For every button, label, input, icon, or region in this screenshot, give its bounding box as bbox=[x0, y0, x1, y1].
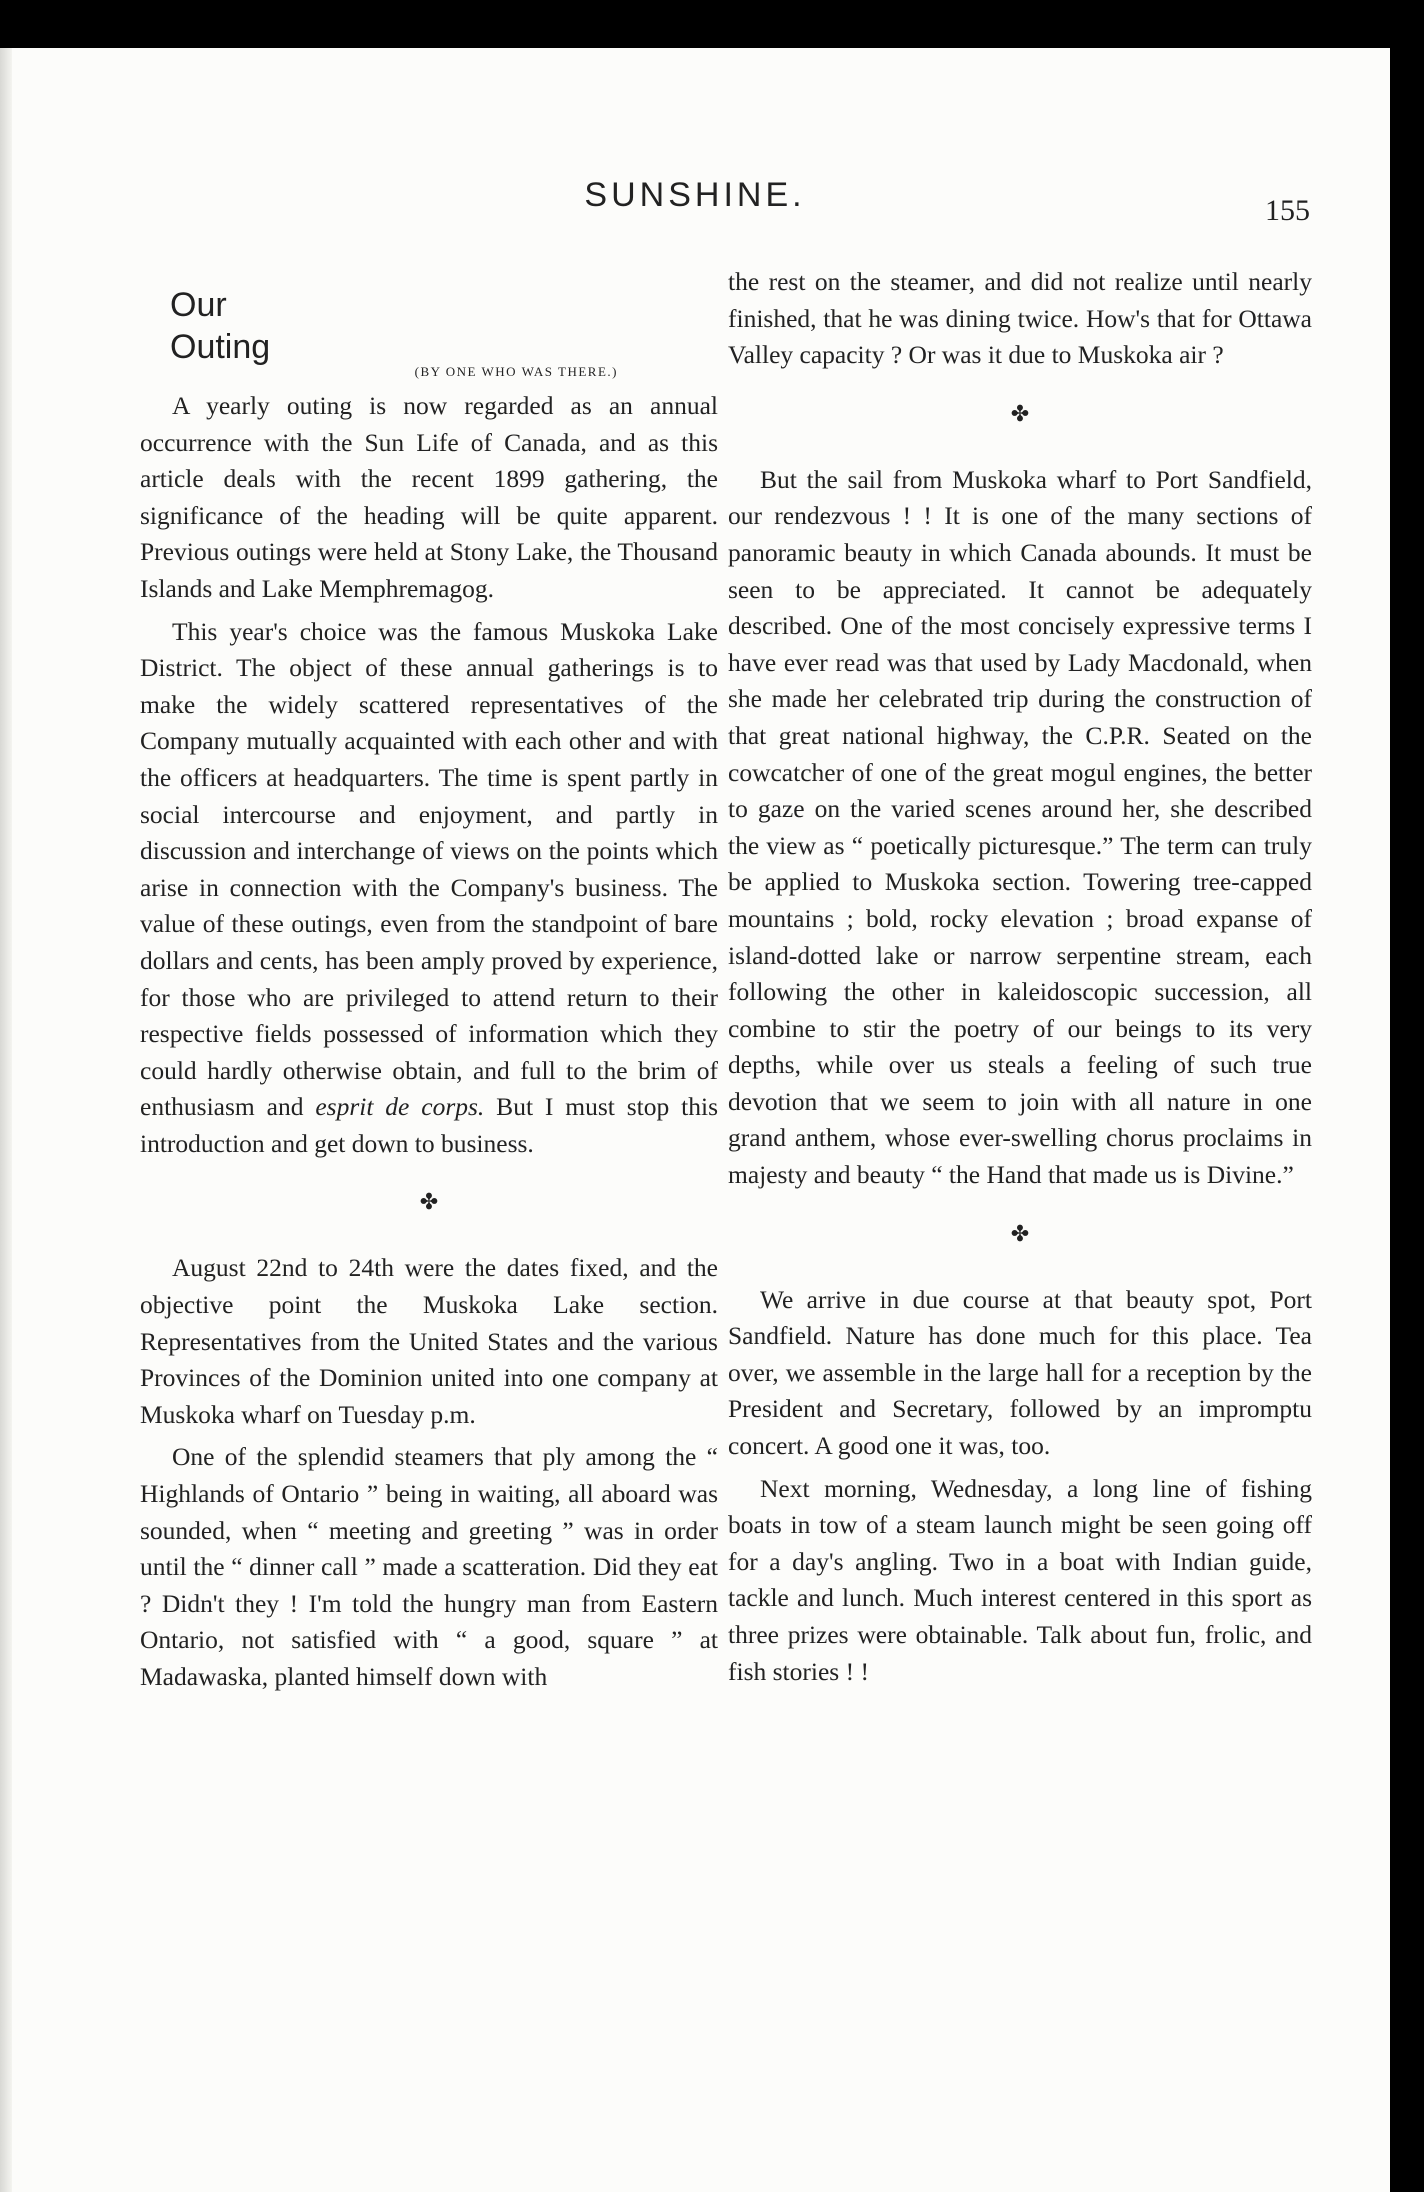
scan-edge bbox=[0, 48, 12, 2192]
paragraph: A yearly outing is now regarded as an annual occurrence with the Sun Life of Canada, and as this article deals with the recent 1899 gathering, the significance of the heading will be quite apparent. Previous outings were held at Stony Lake, the Thousand Islands and Lake Memphremagog. bbox=[140, 391, 718, 603]
paragraph: But the sail from Muskoka wharf to Port Sandfield, our rendezvous ! ! It is one of the many sections of panoramic beauty in which Canada abounds. It must be seen to be appreciated. It cannot be adequately described. One of the most concisely expressive terms I have ever read was that used by Lady Macdonald, when she made her celebrated trip during the construction of that great national highway, the C.P.R. Seated on the cowcatcher of one of the great mogul engines, the better to gaze on the varied scenes around her, she described the view as “ poetically picturesque.” The term can truly be applied to Muskoka section. Towering tree-capped mountains ; bold, rocky elevation ; broad expanse of island-dotted lake or narrow serpentine stream, each following the other in kaleidoscopic succession, all combine to stir the poetry of our beings to its very depths, while over us steals a feeling of such true devotion that we seem to join with all nature in one grand anthem, whose ever-swelling chorus proclaims in majesty and beauty “ the Hand that made us is Divine.” bbox=[728, 464, 1312, 1190]
byline: (BY ONE WHO WAS THERE.) bbox=[414, 364, 618, 379]
paragraph: One of the splendid steamers that ply among the “ Highlands of Ontario ” being in waiting, all aboard was sounded, when “ meeting and greeting ” was in order until the “ dinner call ” made a scatteration. Did they eat ? Didn't they ! I'm told the hungry man from Eastern Ontario, not satisfied with “ a good, square ” at Madawaska, planted himself down with bbox=[140, 1442, 718, 1691]
section-ornament-icon: ✤ bbox=[1010, 400, 1030, 426]
right-column bbox=[728, 264, 1312, 1690]
paragraph: We arrive in due course at that beauty spot, Port Sandfield. Nature has done much for this place. Tea over, we assemble in the large hall for a reception by the President and Secretary, followed by an impromptu concert. A good one it was, too. bbox=[728, 1284, 1312, 1461]
article-title-line-1: Our bbox=[170, 286, 227, 324]
magazine-page bbox=[0, 48, 1390, 2192]
paragraph-text: But I must stop this introduction and get down to business. bbox=[140, 1092, 718, 1158]
italic-phrase: esprit de corps. bbox=[315, 1092, 485, 1122]
left-column bbox=[140, 284, 718, 1696]
page-number: 155 bbox=[1265, 194, 1310, 227]
section-ornament-icon: ✤ bbox=[1010, 1220, 1030, 1246]
paragraph-continued: the rest on the steamer, and did not realize until nearly finished, that he was dining twice. How's that for Ottawa Valley capacity ? Or was it due to Muskoka air ? bbox=[728, 267, 1312, 370]
article-title-line-2: Outing bbox=[170, 328, 271, 366]
paragraph bbox=[140, 614, 718, 1163]
section-ornament-icon: ✤ bbox=[419, 1189, 439, 1215]
article-title bbox=[170, 284, 718, 368]
paragraph: August 22nd to 24th were the dates fixed, and the objective point the Muskoka Lake section. Representatives from the United States and the various Provinces of the Dominion united into one company at Muskoka wharf on Tuesday p.m. bbox=[140, 1253, 718, 1429]
running-head: SUNSHINE. bbox=[584, 176, 806, 214]
paragraph: Next morning, Wednesday, a long line of fishing boats in tow of a steam launch might be seen going off for a day's angling. Two in a boat with Indian guide, tackle and lunch. Much interest centered in this sport as three prizes were obtainable. Talk about fun, frolic, and fish stories ! ! bbox=[728, 1473, 1312, 1686]
paragraph-text: This year's choice was the famous Muskoka Lake District. The object of these annual gatherings is to make the widely scattered representatives of the Company mutually acquainted with each other and with the officers at headquarters. The time is spent partly in social intercourse and enjoyment, and partly in discussion and interchange of views on the points which arise in connection with the Company's business. The value of these outings, even from the standpoint of bare dollars and cents, has been amply proved by experience, for those who are privileged to attend return to their respective fields possessed of information which they could hardly otherwise obtain, and full to the brim of enthusiasm and bbox=[140, 616, 718, 1122]
